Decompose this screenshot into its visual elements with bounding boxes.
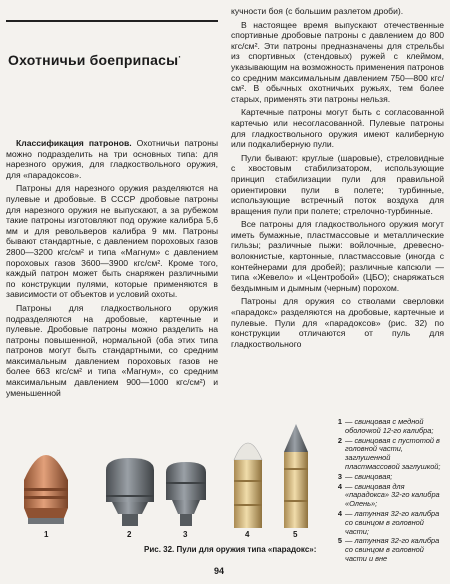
left-column: [6, 138, 218, 401]
legend-item: 3 — свинцовая;: [337, 471, 393, 481]
legend-item: 4 — латунная 32-го калибра со свинцом в головной части;: [337, 508, 440, 536]
page-title: Охотничьи боеприпасы·: [8, 52, 182, 68]
bullet-5: [284, 424, 308, 528]
figure-number-2: 2: [127, 530, 132, 539]
header-rule: [6, 20, 218, 22]
bullet-2: [106, 458, 154, 526]
figure-caption: Рис. 32. Пули для оружия типа «парадокс»:: [144, 545, 317, 554]
paragraph-paradox: Патроны для оружия со стволами сверловки «парадокс» разделяются на дробовые, картечные и пулевые. Пули для «парадоксов» (рис. 32) по конструкции отличаются от пуль для гладкоствольного: [231, 296, 444, 349]
legend-item: 1 — свинцовая с медной оболочкой 12-го калибра;: [337, 417, 434, 435]
paragraph-buckshot: Картечные патроны могут быть с согласованной картечью или несогласованной. Пулевые патроны для гладкоствольного оружия имеют калиберную или подкалиберную пули.: [231, 107, 444, 150]
figure-number-4: 4: [245, 530, 250, 539]
paragraph-classification: Классификация патронов. Охотничьи патроны можно подразделить на три основных типа: для нарезного оружия, для гладкоствольного оружия, для «парадоксов».: [6, 138, 218, 180]
right-column: [231, 6, 444, 352]
paragraph-cases-wads: Все патроны для гладкоствольного оружия могут иметь бумажные, пластмассовые и металлические гильзы; различные пыжи: войлочные, древесно-волокнистые, картонные, пластмассовые (иногда с контейнерами для дробей); различные капсюли — типа «Жевело» и «Центробой» (ЦБО); снаряжаться бездымным и дымным (черным) порохом.: [231, 219, 444, 293]
bullet-3: [166, 462, 206, 526]
bullets-illustration: [6, 422, 326, 544]
figure-number-5: 5: [293, 530, 298, 539]
figure-legend: [326, 418, 444, 565]
paragraph-sport-cartridges: В настоящее время выпускают отечественные спортивные дробовые патроны с давлением до 800 кгс/см². Эти патроны предназначены для стрельбы из спортивных (стендовых) ружей с клеймом, указывающим на возможность применения патронов со средним максимальным давлением 750—800 кгс/см². В обычных охотничьих ружьях, тем более старых, применять эти патроны нельзя.: [231, 19, 444, 104]
legend-item: 5 — латунная 32-го калибра со свинцом в головной части и вне: [337, 536, 440, 563]
paragraph-smoothbore-cartridges: Патроны для гладкоствольного оружия подразделяются на дробовые, картечные и пулевые. Дробовые патроны можно разделить на патроны повышенной, нормальной (оба этих типа патронов могут быть стандартными, со средним максимальным давлением пороховых газов не более 663 кгс/см² и типа «Магнум», со средним максимальным давлением 900—1000 кгс/см²) и уменьшенной: [6, 302, 218, 398]
figure-number-3: 3: [183, 530, 188, 539]
page-number: 94: [214, 566, 225, 576]
figure-number-1: 1: [44, 530, 49, 539]
paragraph-bullet-types: Пули бывают: круглые (шаровые), стреловидные с хвостовым стабилизатором, использующие принцип стабилизации пули для правильной ориентировки пули в полете; турбинные, использующие встречный поток воздуха для вращения пули при полете; стрелочно-турбинные.: [231, 152, 444, 216]
bullet-4: [234, 443, 262, 528]
bullet-1: [24, 455, 68, 524]
legend-item: 2 — свинцовая с пустотой в головной части, заглушенной пластмассовой заглушкой;: [337, 435, 441, 471]
legend-item: 4 — свинцовая для «парадокса» 32-го калибра «Олень»;: [337, 481, 440, 509]
paragraph-rifle-cartridges: Патроны для нарезного оружия разделяются на пулевые и дробовые. В СССР дробовые патроны для нарезного оружия не выпускают, а за рубежом такие патроны изготовляют под оружие калибра 5,6 мм и для револьверов калибра 9 мм. Патроны бывают стандартные, с давлением пороховых газов 2800—3200 кгс/см² и типа «Магнум» с давлением пороховых газов 3600—3900 кгс/см². Кроме того, каждый патрон может быть снаряжен различными по конструкции пулями, которые применяются в зависимости от объектов и условий охоты.: [6, 183, 218, 300]
paragraph-continuation: кучности боя (с большим разлетом дроби).: [231, 6, 404, 16]
bullet-figure: [6, 422, 298, 542]
